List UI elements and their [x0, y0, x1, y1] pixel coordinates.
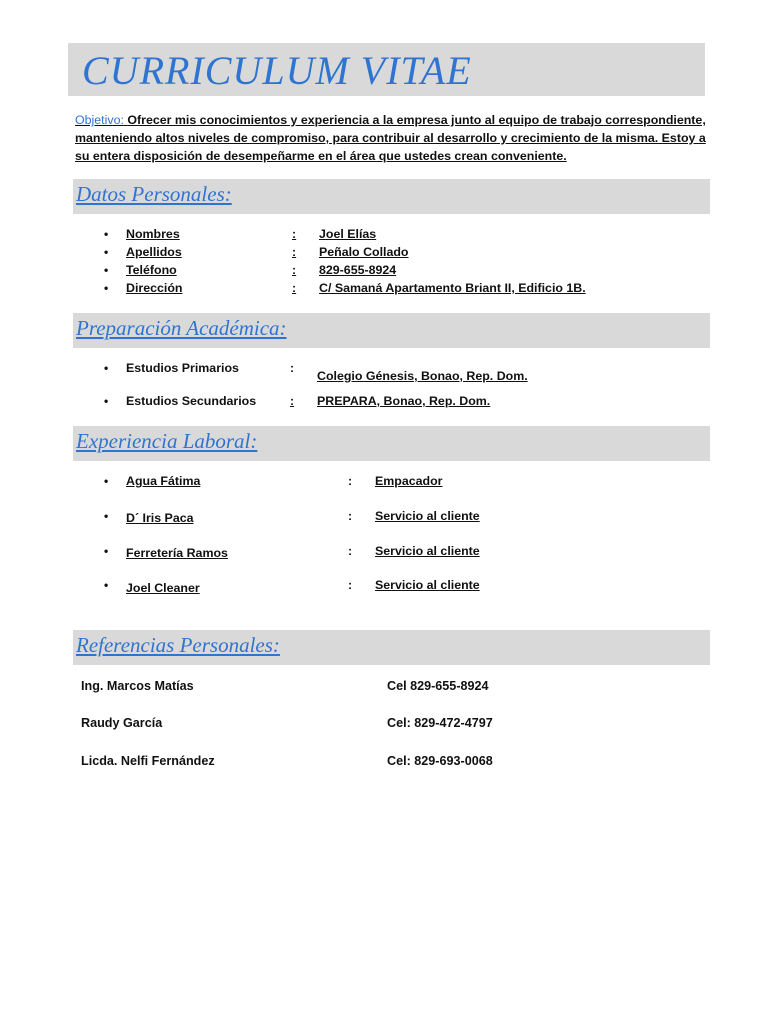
- section-academic-header: [73, 313, 710, 348]
- field-colon: :: [292, 281, 297, 295]
- field-colon: :: [348, 544, 353, 558]
- field-colon: :: [290, 394, 295, 408]
- bullet-icon: •: [104, 361, 109, 375]
- section-title-experience: Experiencia Laboral:: [76, 429, 258, 453]
- field-value: C/ Samaná Apartamento Briant II, Edificio 1B.: [319, 281, 586, 295]
- objective-label: Objetivo:: [75, 113, 124, 127]
- field-value: Joel Elías: [319, 227, 377, 241]
- title-band: [68, 43, 705, 96]
- field-value: 829-655-8924: [319, 263, 397, 277]
- field-colon: :: [348, 578, 353, 592]
- field-label: Nombres: [126, 227, 180, 241]
- section-experience-header: [73, 426, 710, 461]
- section-title-academic: Preparación Académica:: [76, 316, 287, 340]
- employer-label: Ferretería Ramos: [126, 546, 228, 560]
- field-colon: :: [292, 263, 297, 277]
- bullet-icon: •: [104, 245, 109, 259]
- employer-label: Joel Cleaner: [126, 581, 200, 595]
- field-colon: :: [348, 474, 353, 488]
- section-references-header: [73, 630, 710, 665]
- bullet-icon: •: [104, 263, 109, 277]
- bullet-icon: •: [104, 544, 109, 558]
- field-label: Estudios Primarios: [126, 361, 239, 375]
- job-value: Servicio al cliente: [375, 544, 480, 558]
- reference-name: Ing. Marcos Matías: [81, 679, 194, 693]
- field-value: Colegio Génesis, Bonao, Rep. Dom.: [317, 369, 528, 383]
- bullet-icon: •: [104, 578, 109, 592]
- job-value: Servicio al cliente: [375, 509, 480, 523]
- objective-text: Ofrecer mis conocimientos y experiencia a la empresa junto al equipo de trabajo correspondiente, manteniendo altos niveles de compromiso, para contribuir al desarrollo y crecimiento de la misma. Estoy a su entera disposición de desempeñarme en el área que ustedes crean conveniente.: [75, 113, 706, 163]
- field-colon: :: [290, 361, 295, 375]
- employer-label: Agua Fátima: [126, 474, 201, 488]
- field-value: Peñalo Collado: [319, 245, 409, 259]
- bullet-icon: •: [104, 509, 109, 523]
- field-label: Teléfono: [126, 263, 177, 277]
- reference-phone: Cel 829-655-8924: [387, 679, 489, 693]
- field-label: Apellidos: [126, 245, 182, 259]
- field-label: Dirección: [126, 281, 183, 295]
- document-title: CURRICULUM VITAE: [82, 48, 472, 93]
- field-value: PREPARA, Bonao, Rep. Dom.: [317, 394, 491, 408]
- field-colon: :: [292, 227, 297, 241]
- section-personal-header: [73, 179, 710, 214]
- job-value: Empacador: [375, 474, 443, 488]
- reference-phone: Cel: 829-472-4797: [387, 716, 493, 730]
- field-label: Estudios Secundarios: [126, 394, 257, 408]
- bullet-icon: •: [104, 227, 109, 241]
- bullet-icon: •: [104, 394, 109, 408]
- reference-name: Licda. Nelfi Fernández: [81, 754, 215, 768]
- field-colon: :: [292, 245, 297, 259]
- objective-paragraph: [75, 111, 709, 165]
- field-colon: :: [348, 509, 353, 523]
- reference-phone: Cel: 829-693-0068: [387, 754, 493, 768]
- job-value: Servicio al cliente: [375, 578, 480, 592]
- employer-label: D´ Iris Paca: [126, 511, 194, 525]
- bullet-icon: •: [104, 474, 109, 488]
- section-title-personal: Datos Personales:: [76, 182, 232, 206]
- bullet-icon: •: [104, 281, 109, 295]
- section-title-references: Referencias Personales:: [76, 633, 280, 657]
- reference-name: Raudy García: [81, 716, 163, 730]
